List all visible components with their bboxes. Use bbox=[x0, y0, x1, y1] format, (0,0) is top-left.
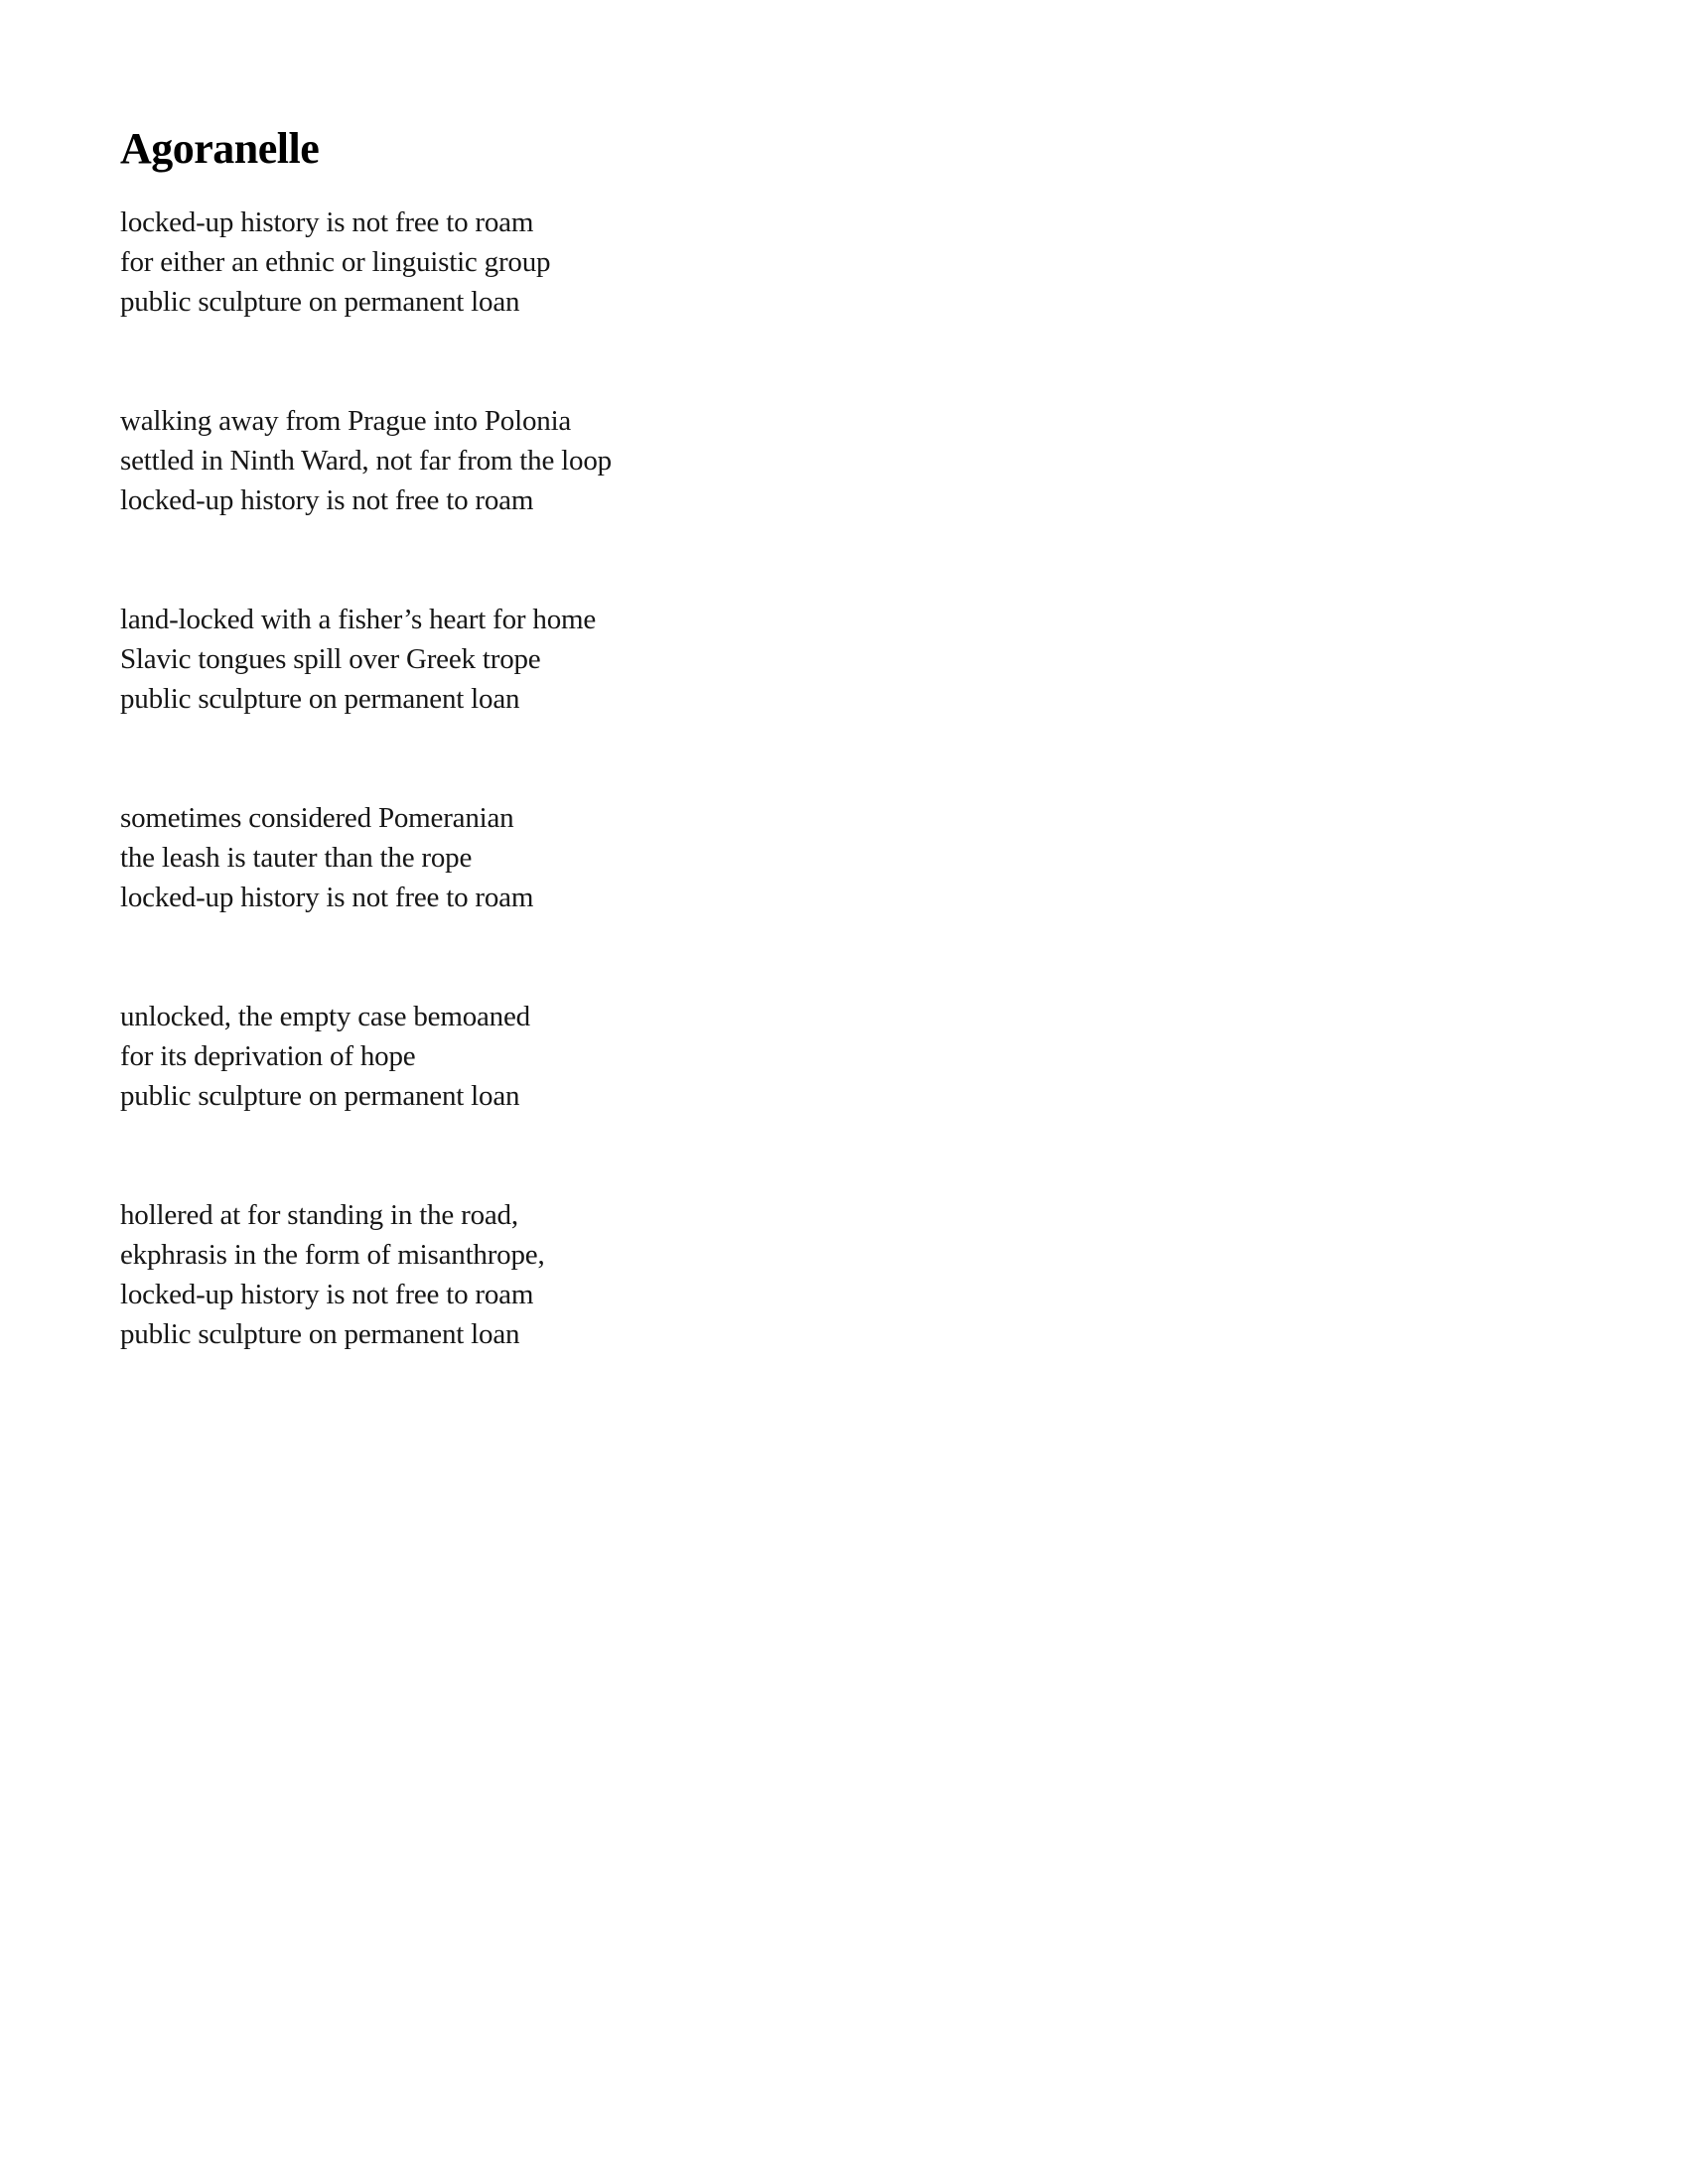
poem-line: settled in Ninth Ward, not far from the loop bbox=[120, 445, 612, 477]
stanza-1 bbox=[120, 203, 1609, 322]
poem-line: land-locked with a fisher’s heart for home bbox=[120, 604, 597, 635]
poem-line: the leash is tauter than the rope bbox=[120, 842, 473, 874]
poem-line: locked-up history is not free to roam bbox=[120, 484, 534, 516]
poem-line: walking away from Prague into Polonia bbox=[120, 405, 572, 437]
poem-line: public sculpture on permanent loan bbox=[120, 286, 520, 318]
poem-line: for either an ethnic or linguistic group bbox=[120, 246, 551, 278]
poem-line: Slavic tongues spill over Greek trope bbox=[120, 643, 541, 675]
poem-line: ekphrasis in the form of misanthrope, bbox=[120, 1239, 545, 1271]
poem-line: public sculpture on permanent loan bbox=[120, 1080, 520, 1112]
poem-line: locked-up history is not free to roam bbox=[120, 1279, 534, 1310]
stanza-5 bbox=[120, 997, 1609, 1116]
poem-line: unlocked, the empty case bemoaned bbox=[120, 1001, 530, 1032]
poem-title: Agoranelle bbox=[120, 124, 320, 173]
poem-line: sometimes considered Pomeranian bbox=[120, 802, 514, 834]
stanza-2 bbox=[120, 401, 1609, 520]
poem-line: public sculpture on permanent loan bbox=[120, 1318, 520, 1350]
poem-line: for its deprivation of hope bbox=[120, 1040, 416, 1072]
stanza-3 bbox=[120, 600, 1609, 719]
stanza-6 bbox=[120, 1195, 1609, 1354]
poem-line: locked-up history is not free to roam bbox=[120, 206, 534, 238]
stanza-4 bbox=[120, 798, 1609, 917]
poem-line: locked-up history is not free to roam bbox=[120, 882, 534, 913]
poem-line: hollered at for standing in the road, bbox=[120, 1199, 518, 1231]
poem-line: public sculpture on permanent loan bbox=[120, 683, 520, 715]
